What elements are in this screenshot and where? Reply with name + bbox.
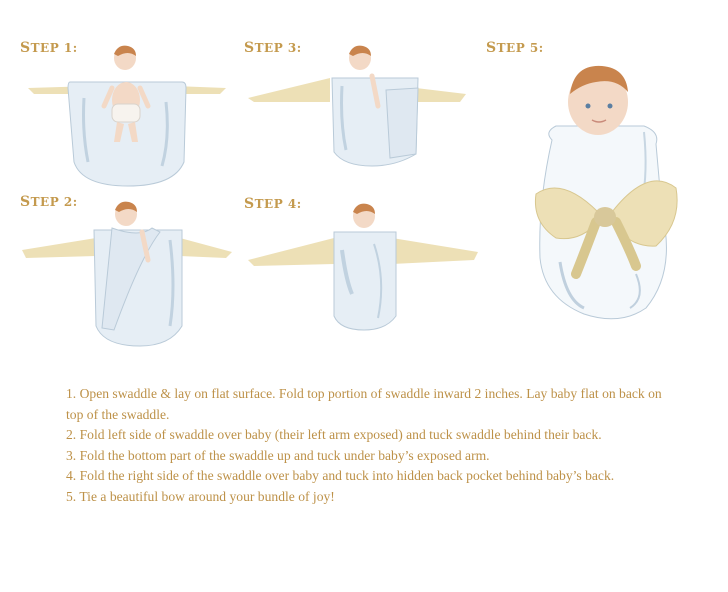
instructions: [66, 384, 666, 508]
instruction-step-4: 4. Fold the right side of the swaddle over baby and tuck into hidden back pocket behind baby’s back.: [66, 468, 615, 484]
instruction-step-3: 3. Fold the bottom part of the swaddle up and tuck under baby’s exposed arm.: [66, 447, 490, 463]
step-4-illustration: [246, 200, 480, 334]
step-4-label: STEP 4:: [244, 196, 302, 212]
step-1-label: STEP 1:: [20, 40, 78, 56]
instruction-step-2: 2. Fold left side of swaddle over baby (their left arm exposed) and tuck swaddle behind their back.: [66, 427, 602, 443]
step-2-label: STEP 2:: [20, 194, 78, 210]
instruction-step-5: 5. Tie a beautiful bow around your bundle of joy!: [66, 488, 335, 504]
step-1-illustration: [24, 42, 230, 190]
step-2-illustration: [20, 198, 234, 348]
instruction-step-1: 1. Open swaddle & lay on flat surface. Fold top portion of swaddle inward 2 inches. Lay baby flat on back on top of the swaddle.: [66, 386, 662, 422]
step-3-illustration: [246, 42, 468, 172]
step-5-illustration: [526, 62, 686, 332]
step-5-label: STEP 5:: [486, 40, 544, 56]
step-3-label: STEP 3:: [244, 40, 302, 56]
